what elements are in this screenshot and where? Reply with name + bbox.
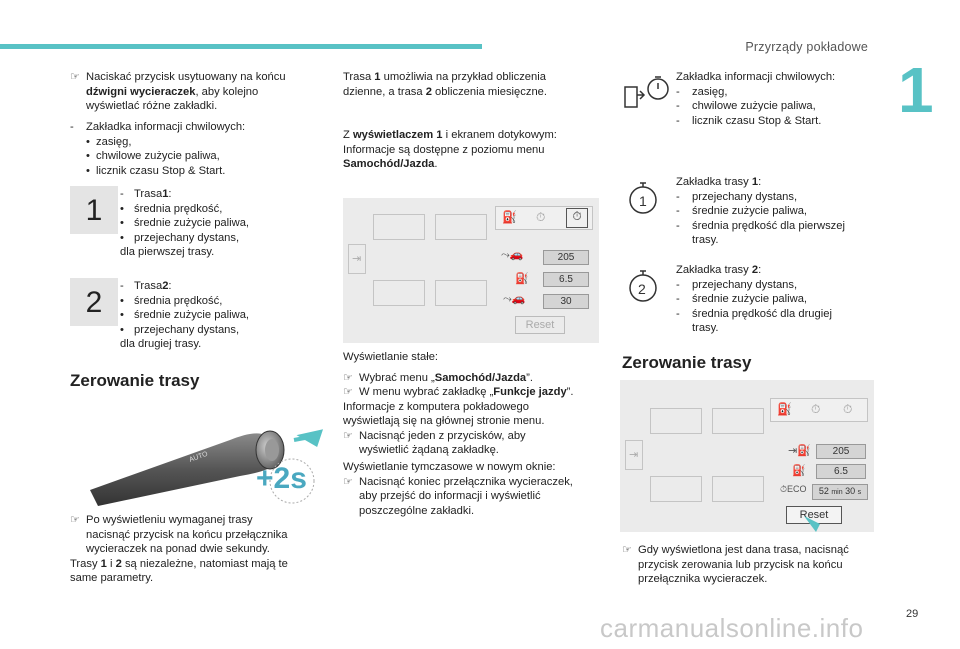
screen-tile[interactable] (435, 214, 487, 240)
stop-start-timer-value: 52 min 30 s (812, 484, 868, 500)
page-number: 29 (906, 608, 919, 620)
reset-button[interactable]: Reset (786, 506, 842, 524)
screen-side-button[interactable]: ⇥ (625, 440, 643, 470)
svg-text:2: 2 (638, 281, 646, 297)
trip2-number-box: 2 (70, 278, 118, 326)
screen-tile[interactable] (373, 214, 425, 240)
screen-tile[interactable] (650, 408, 702, 434)
reset-heading-left: Zerowanie trasy (70, 371, 200, 390)
trip1-tab-icon[interactable]: ⏱ (811, 402, 821, 416)
trip1-stopwatch-icon (625, 180, 661, 216)
watermark: carmanualsonline.info (600, 613, 864, 643)
trip1-tab-icon[interactable]: ⏱ (536, 210, 546, 224)
col3-instant-paragraph: Zakładka informacji chwilowych: - zasięg, - chwilowe zużycie paliwa, - licznik czasu Stop & Start. (676, 71, 836, 127)
fuel-consumption-icon: ⛽ (792, 465, 806, 477)
hold-two-seconds-label: +2s (256, 462, 307, 495)
pointing-hand-icon: ☞ (343, 429, 354, 442)
screen-tab-bar (495, 206, 593, 230)
trip1-number-box: 1 (70, 186, 118, 234)
pointing-hand-icon: ☞ (70, 514, 81, 526)
instant-info-tab-icon (622, 75, 670, 111)
pointing-hand-icon: ☞ (343, 475, 354, 488)
trip2-stopwatch-icon (625, 268, 661, 304)
range-value: 205 (816, 444, 866, 459)
screen-tile[interactable] (712, 476, 764, 502)
reset-heading-right: Zerowanie trasy (622, 353, 752, 372)
display-menu-paragraph: Z wyświetlaczem 1 i ekranem dotykowym: Informacje są dostępne z poziomu menu Samochód/Jazda. (343, 129, 557, 171)
section-title: Przyrządy pokładowe (745, 40, 868, 54)
col3-trip2-paragraph: Zakładka trasy 2: - przejechany dystans, - średnie zużycie paliwa, - średnia prędkość dla drugiej trasy. (676, 264, 832, 335)
screen-tile[interactable] (435, 280, 487, 306)
temp-tab-paragraph: - Zakładka informacji chwilowych: • zasięg, • chwilowe zużycie paliwa, • licznik czasu Stop & Start. (70, 121, 246, 177)
range-icon: ⇥⛽ (788, 445, 811, 457)
trip2-tab-icon[interactable]: ⏱ (843, 402, 853, 416)
screen-tile[interactable] (373, 280, 425, 306)
pointing-hand-icon: ☞ (622, 544, 633, 556)
trip-computer-screen-2 (620, 380, 874, 532)
svg-text:AUTO: AUTO (188, 450, 209, 464)
distance-car-icon: ⤳🚗 (503, 293, 526, 305)
final-instruction-paragraph: ☞ Gdy wyświetlona jest dana trasa, nacisnąć przycisk zerowania lub przycisk na końcu przełącznika wycieraczek. (622, 544, 849, 586)
press-arrow-icon (294, 432, 320, 444)
distance-value: 30 (543, 294, 589, 309)
range-car-icon: ⤳🚗 (501, 249, 524, 261)
fuel-consumption-icon: ⛽ (515, 273, 529, 285)
col3-trip1-paragraph: Zakładka trasy 1: - przejechany dystans, - średnie zużycie paliwa, - średnia prędkość dla pierwszej trasy. (676, 176, 845, 247)
pointing-hand-icon: ☞ (343, 371, 354, 384)
pointing-hand-icon: ☞ (343, 386, 354, 399)
temporary-display-paragraph: Wyświetlanie tymczasowe w nowym oknie: ☞ Nacisnąć koniec przełącznika wycieraczek, aby przejść do informacji i wyświetlić poszczególne zakładki. (343, 461, 573, 517)
header-accent-bar (0, 44, 482, 49)
trip-usage-paragraph: Trasa 1 umożliwia na przykład obliczenia dzienne, a trasa 2 obliczenia miesięczne. (343, 71, 547, 98)
stop-start-timer-icon: ⏱ECO (780, 484, 807, 494)
trip1-paragraph: - Trasa 1 : • średnia prędkość, • średnie zużycie paliwa, • przejechany dystans, dla pierwszej trasy. (120, 188, 250, 259)
fuel-gauge-icon[interactable]: ⛽ (777, 402, 792, 416)
reset-button-disabled[interactable]: Reset (515, 316, 565, 334)
consumption-value: 6.5 (816, 464, 866, 479)
trip2-paragraph: - Trasa 2 : • średnia prędkość, • średnie zużycie paliwa, • przejechany dystans, dla drugiej trasy. (120, 280, 250, 351)
trip2-tab-icon[interactable]: ⏱ (566, 208, 588, 228)
chapter-number: 1 (898, 54, 934, 126)
intro-paragraph: ☞ Naciskać przycisk usytuowany na końcu dźwigni wycieraczek, aby kolejno wyświetlać różne zakładki. (70, 71, 286, 113)
screen-tile[interactable] (650, 476, 702, 502)
range-value: 205 (543, 250, 589, 265)
consumption-value: 6.5 (543, 272, 589, 287)
screen-tile[interactable] (712, 408, 764, 434)
static-display-paragraph: Wyświetlanie stałe: ☞ Wybrać menu „Samochód/Jazda”. ☞ W menu wybrać zakładkę „Funkcje jazdy”. Informacje z komputera pokładowego wyświetlają się na głównej stronie menu. ☞ Nacisnąć jeden z przycisków, aby wyświetlić żądaną zakładkę. (343, 351, 574, 457)
press-arrow-icon (800, 514, 824, 538)
screen-side-button[interactable]: ⇥ (348, 244, 366, 274)
svg-text:1: 1 (639, 193, 647, 209)
pointing-hand-icon: ☞ (70, 71, 81, 83)
fuel-gauge-icon[interactable]: ⛽ (502, 210, 517, 224)
after-display-paragraph: ☞ Po wyświetleniu wymaganej trasy nacisnąć przycisk na końcu przełącznika wycieraczek na ponad dwie sekundy. Trasy 1 i 2 są niezależne, natomiast mają te same parametry. (70, 514, 288, 585)
trip-computer-screen-1 (343, 198, 599, 343)
screen-tab-bar (770, 398, 868, 422)
